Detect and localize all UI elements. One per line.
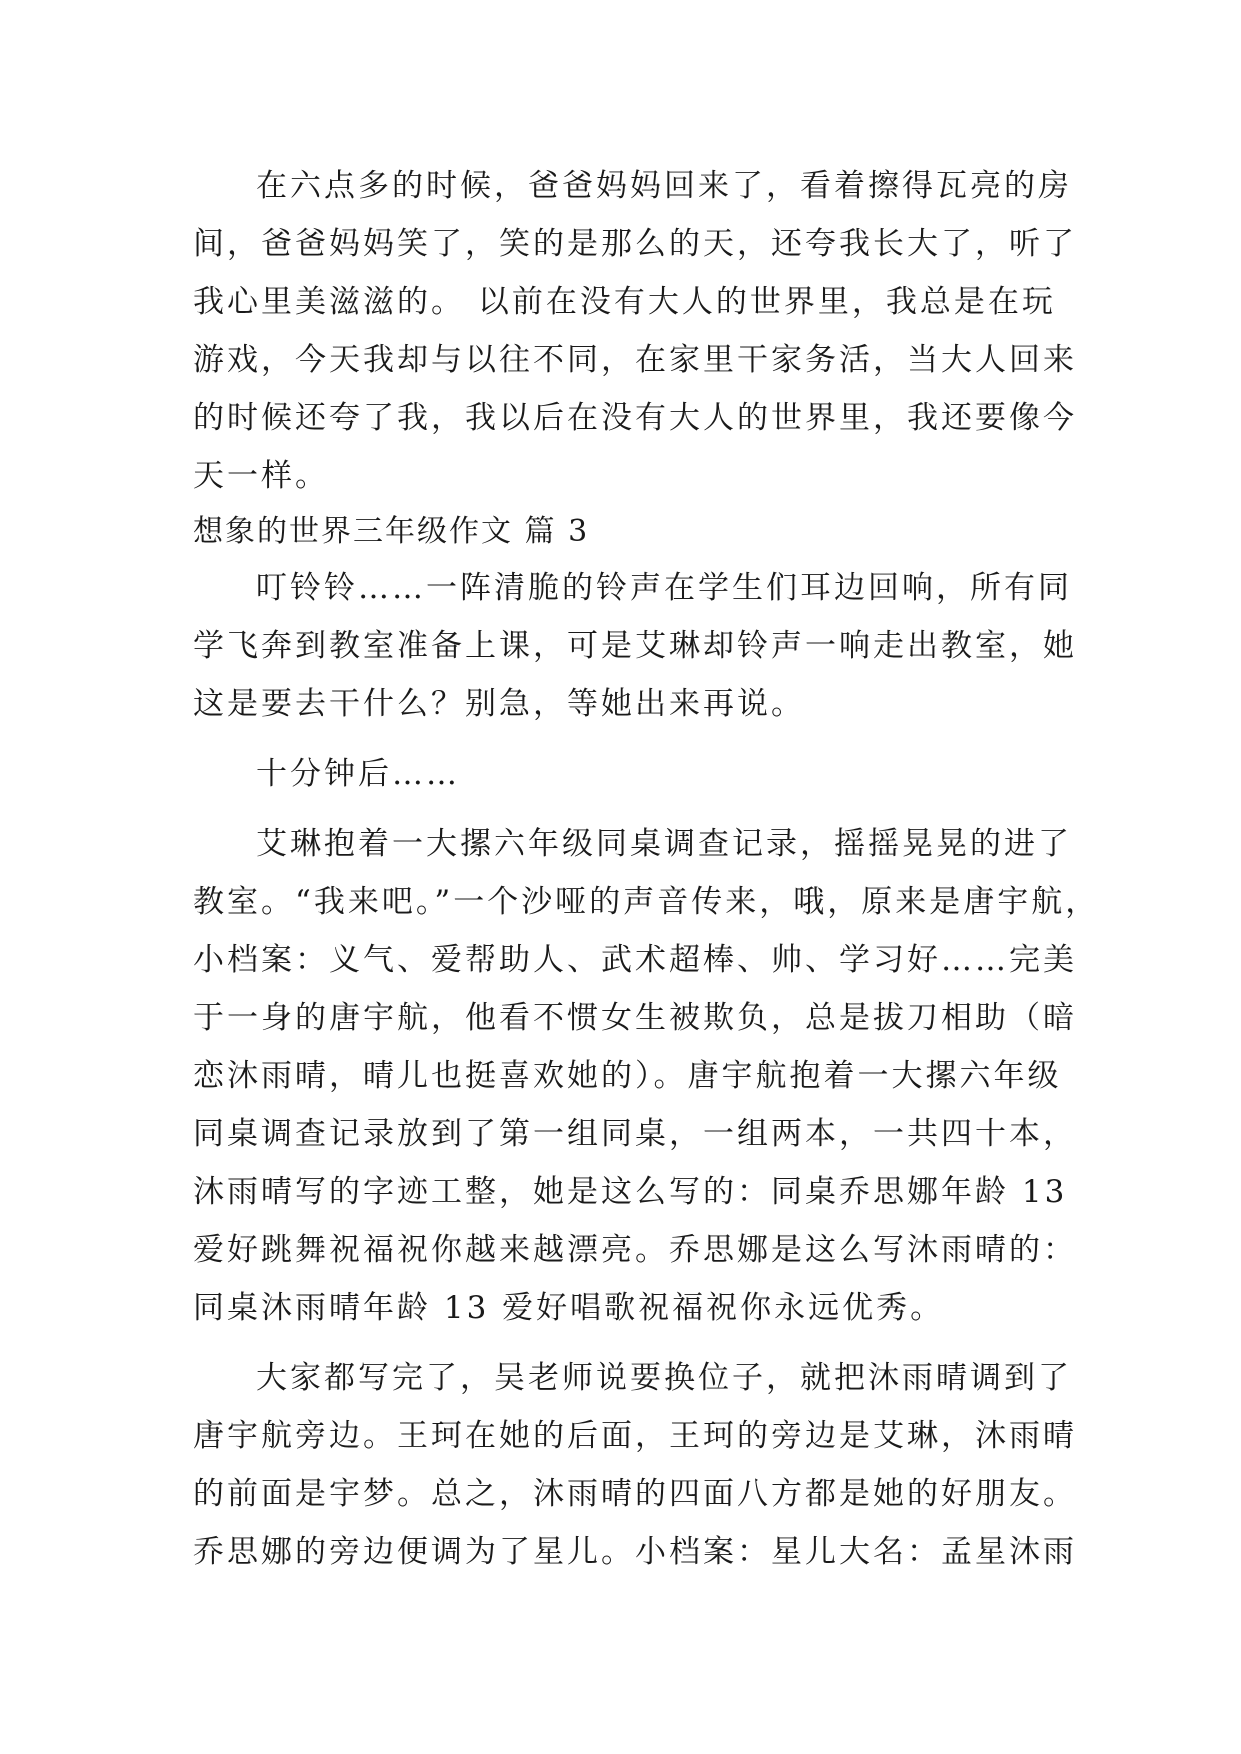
text-line: 乔思娜的旁边便调为了星儿。小档案：星儿大名：孟星沐雨 <box>193 1534 1077 1570</box>
text-line: 在六点多的时候，爸爸妈妈回来了，看着擦得瓦亮的房 <box>256 168 1072 204</box>
text-line: 同桌调查记录放到了第一组同桌，一组两本，一共四十本， <box>193 1116 1077 1152</box>
paragraph <box>193 1349 1077 1581</box>
text-line: 学飞奔到教室准备上课，可是艾琳却铃声一响走出教室，她 <box>193 628 1077 664</box>
text-line: 于一身的唐宇航，他看不惯女生被欺负，总是拔刀相助（暗 <box>193 1000 1077 1036</box>
text-line: 的时候还夸了我，我以后在没有大人的世界里，我还要像今 <box>193 400 1077 436</box>
text-line: 间，爸爸妈妈笑了，笑的是那么的天，还夸我长大了，听了 <box>193 226 1077 262</box>
text-line: 天一样。 <box>193 458 329 494</box>
text-line: 小档案：义气、爱帮助人、武术超棒、帅、学习好……完美 <box>193 942 1077 978</box>
document-body <box>193 157 1100 1581</box>
text-line: 游戏，今天我却与以往不同，在家里干家务活，当大人回来 <box>193 342 1077 378</box>
paragraph-gap <box>193 803 1059 815</box>
paragraph <box>193 815 1100 1337</box>
text-line: 恋沐雨晴，晴儿也挺喜欢她的）。唐宇航抱着一大摞六年级 <box>193 1058 1062 1094</box>
text-line: 十分钟后…… <box>256 756 460 792</box>
paragraph <box>193 745 1059 803</box>
paragraph-gap <box>193 733 1059 745</box>
text-line: 叮铃铃……一阵清脆的铃声在学生们耳边回响，所有同 <box>256 570 1072 606</box>
text-line: 的前面是宇梦。总之，沐雨晴的四面八方都是她的好朋友。 <box>193 1476 1077 1512</box>
text-line: 沐雨晴写的字迹工整，她是这么写的：同桌乔思娜年龄 13 <box>193 1174 1068 1210</box>
section-heading: 想象的世界三年级作文 篇 3 <box>193 514 590 549</box>
text-line: 爱好跳舞祝福祝你越来越漂亮。乔思娜是这么写沐雨晴的： <box>193 1232 1077 1268</box>
text-line: 我心里美滋滋的。 以前在没有大人的世界里，我总是在玩 <box>193 284 1056 320</box>
paragraph <box>193 559 1077 733</box>
text-line: 教室。“我来吧。”一个沙哑的声音传来，哦，原来是唐宇航， <box>193 884 1100 920</box>
text-line: 大家都写完了，吴老师说要换位子，就把沐雨晴调到了 <box>256 1360 1072 1396</box>
text-line: 艾琳抱着一大摞六年级同桌调查记录，摇摇晃晃的进了 <box>256 826 1072 862</box>
text-line: 这是要去干什么？别急，等她出来再说。 <box>193 686 805 722</box>
text-line: 唐宇航旁边。王珂在她的后面，王珂的旁边是艾琳，沐雨晴 <box>193 1418 1077 1454</box>
paragraph <box>193 157 1077 505</box>
text-line: 同桌沐雨晴年龄 13 爱好唱歌祝福祝你永远优秀。 <box>193 1290 945 1326</box>
paragraph-gap <box>193 1337 1059 1349</box>
